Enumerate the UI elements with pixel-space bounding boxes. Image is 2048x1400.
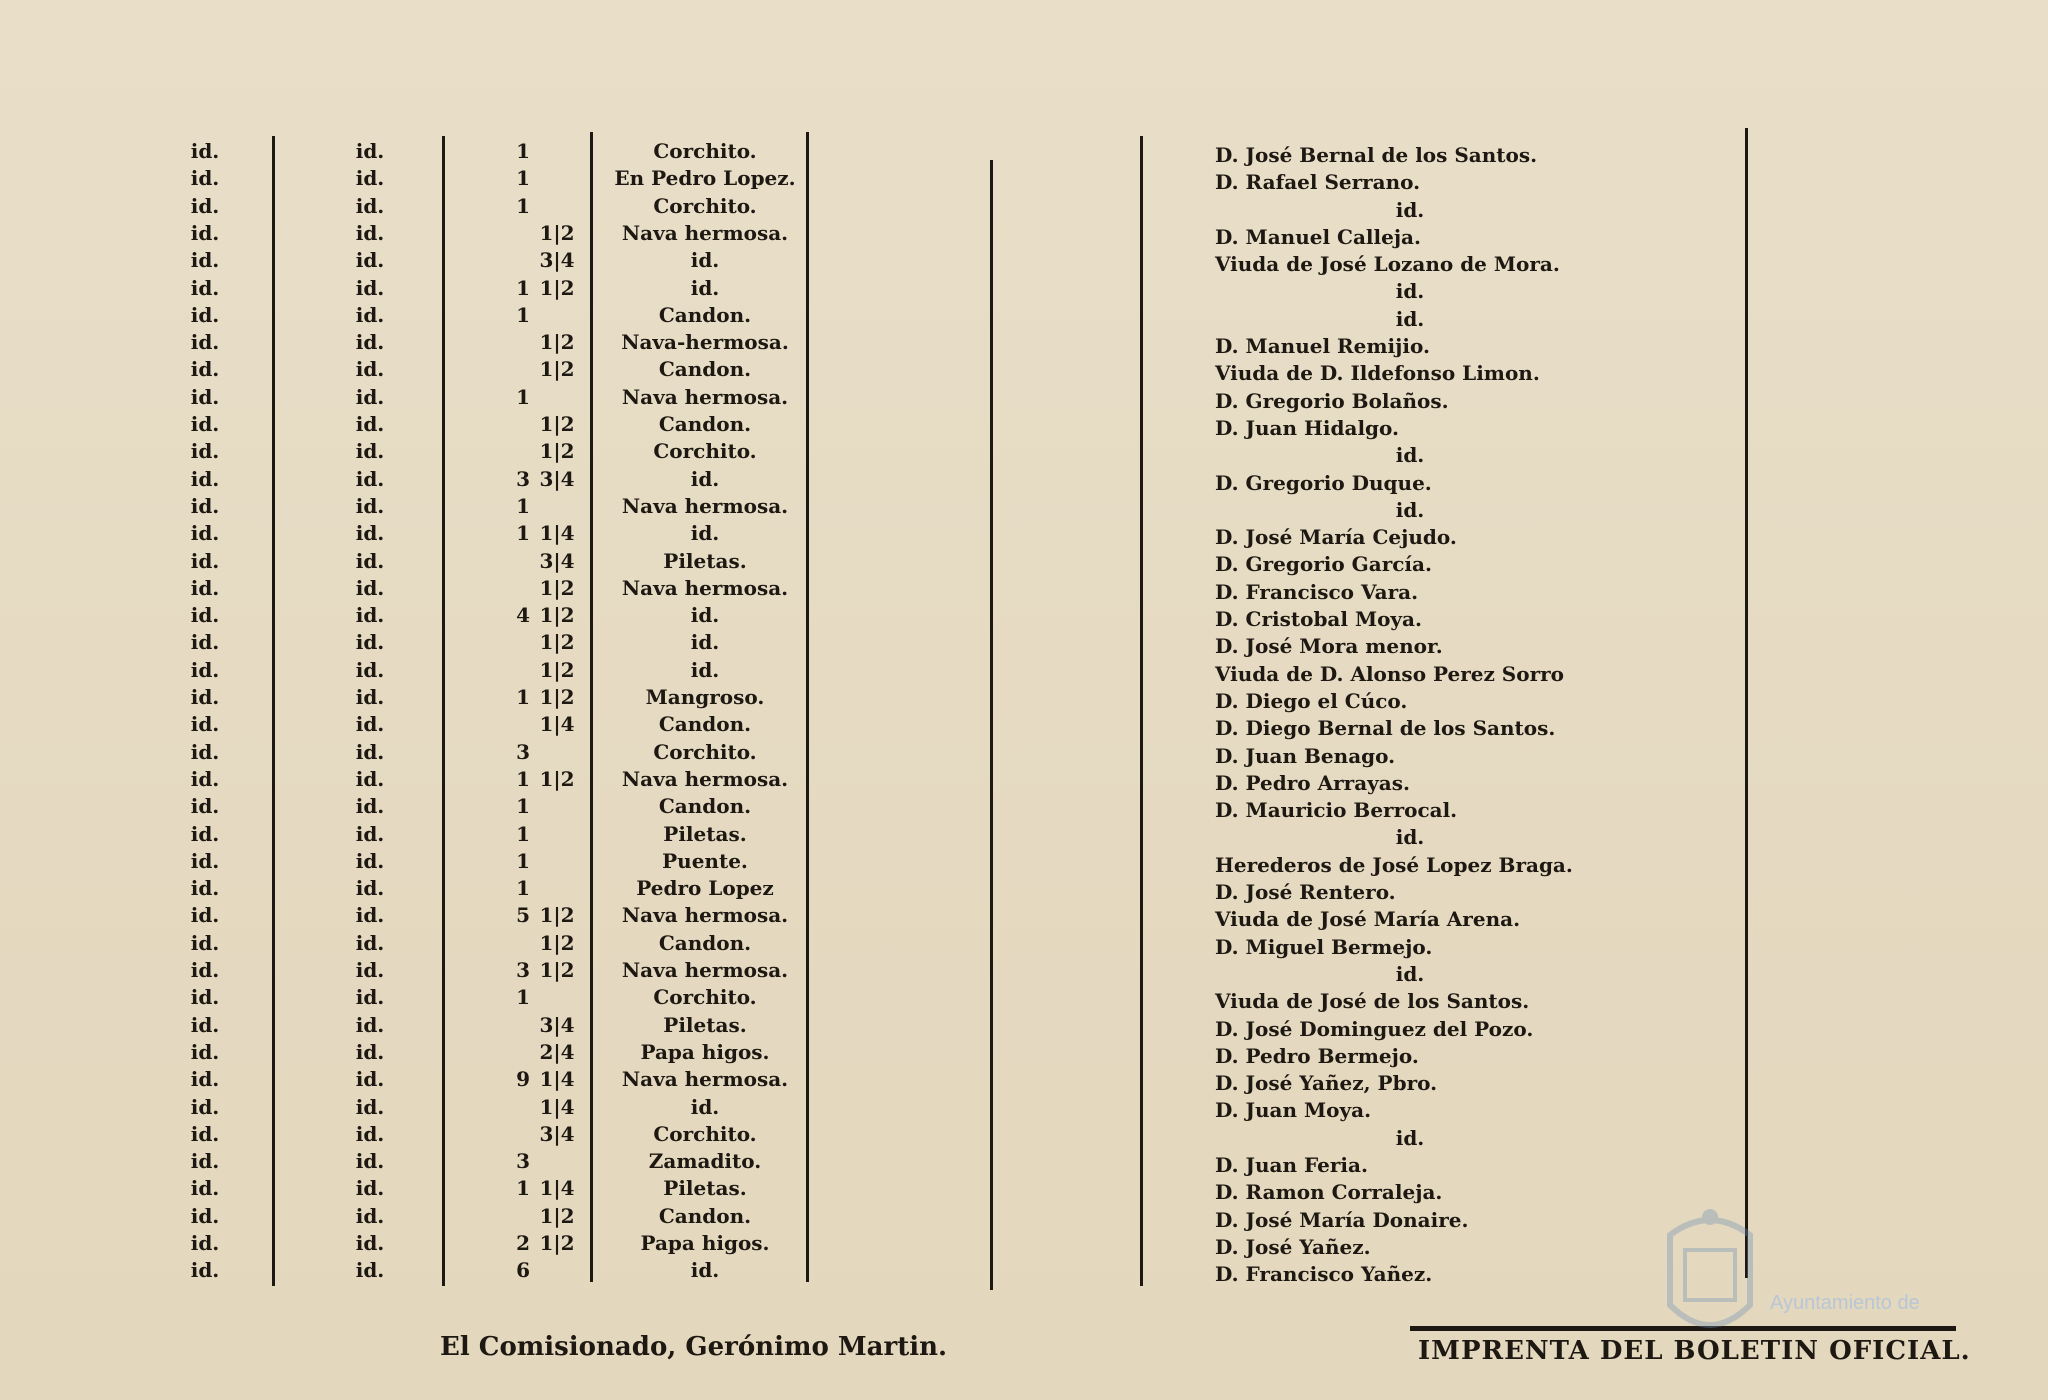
row-place: Corchito. xyxy=(653,985,757,1010)
row-col-a: id. xyxy=(190,1039,220,1064)
row-col-a: id. xyxy=(190,958,220,982)
row-col-b: id. xyxy=(355,1149,385,1174)
row-col-b: id. xyxy=(355,685,385,709)
owner-entry: Viuda de D. Alonso Perez Sorro xyxy=(1215,661,1565,686)
row-fraction: 3|4 xyxy=(539,248,575,273)
row-col-a: id. xyxy=(190,1067,220,1092)
row-fraction: 1|4 xyxy=(539,521,575,546)
row-whole-number: 1 xyxy=(516,821,530,846)
owner-list xyxy=(1215,142,1605,1288)
owner-entry: id. xyxy=(1395,279,1425,304)
row-col-a: id. xyxy=(190,985,220,1010)
row-col-b: id. xyxy=(355,412,385,436)
row-whole-number: 1 xyxy=(516,139,530,163)
row-place: Piletas. xyxy=(663,821,747,846)
row-place: Corchito. xyxy=(653,439,757,464)
row-col-b: id. xyxy=(355,330,385,355)
row-place: id. xyxy=(690,630,720,655)
row-place: Candon. xyxy=(658,712,752,737)
row-col-b: id. xyxy=(355,1121,385,1146)
row-place: id. xyxy=(690,248,720,273)
table-row xyxy=(0,739,2048,766)
row-fraction: 1|2 xyxy=(539,958,575,982)
row-fraction: 2|4 xyxy=(539,1039,575,1064)
row-place: Corchito. xyxy=(653,193,757,218)
row-col-a: id. xyxy=(190,521,220,546)
row-col-a: id. xyxy=(190,439,220,464)
table-row xyxy=(0,302,2048,329)
row-fraction: 1|2 xyxy=(539,1231,575,1255)
signature: El Comisionado, Gerónimo Martin. xyxy=(440,1332,948,1362)
row-col-b: id. xyxy=(355,521,385,546)
row-col-a: id. xyxy=(190,548,220,573)
row-place: Nava hermosa. xyxy=(621,1067,789,1092)
row-place: Candon. xyxy=(658,794,752,819)
table-row xyxy=(0,711,2048,738)
owner-entry: id. xyxy=(1395,197,1425,222)
row-col-a: id. xyxy=(190,575,220,600)
table-row xyxy=(0,1094,2048,1121)
table-row xyxy=(0,466,2048,493)
row-col-a: id. xyxy=(190,166,220,191)
row-col-a: id. xyxy=(190,630,220,655)
row-col-a: id. xyxy=(190,876,220,901)
table-row xyxy=(0,493,2048,520)
row-whole-number: 2 xyxy=(516,1231,530,1255)
row-whole-number: 1 xyxy=(516,384,530,409)
row-whole-number: 1 xyxy=(516,1176,530,1201)
table-row xyxy=(0,957,2048,984)
row-place: Mangroso. xyxy=(645,685,765,709)
owner-entry: D. Mauricio Berrocal. xyxy=(1215,798,1458,823)
owner-entry: D. José Yañez, Pbro. xyxy=(1215,1071,1438,1096)
owner-entry: D. Pedro Bermejo. xyxy=(1215,1043,1419,1068)
row-place: id. xyxy=(690,521,720,546)
row-col-a: id. xyxy=(190,1121,220,1146)
row-place: id. xyxy=(690,1094,720,1119)
row-col-b: id. xyxy=(355,1067,385,1092)
row-col-a: id. xyxy=(190,603,220,628)
table-row xyxy=(0,1148,2048,1175)
table-row xyxy=(0,193,2048,220)
row-fraction: 3|4 xyxy=(539,466,575,491)
row-whole-number: 3 xyxy=(516,739,530,764)
table-row xyxy=(0,520,2048,547)
row-whole-number: 1 xyxy=(516,848,530,873)
row-place: Candon. xyxy=(658,1203,752,1228)
row-place: Piletas. xyxy=(663,1012,747,1037)
table-row xyxy=(0,356,2048,383)
row-col-a: id. xyxy=(190,493,220,518)
owner-entry: id. xyxy=(1395,443,1425,468)
row-col-b: id. xyxy=(355,575,385,600)
row-place: Nava hermosa. xyxy=(621,493,789,518)
row-whole-number: 3 xyxy=(516,958,530,982)
row-col-b: id. xyxy=(355,493,385,518)
row-col-b: id. xyxy=(355,548,385,573)
owner-entry: D. Miguel Bermejo. xyxy=(1215,934,1433,959)
table-row xyxy=(0,1066,2048,1093)
municipal-seal-icon xyxy=(1655,1195,1765,1345)
owner-entry: D. Diego Bernal de los Santos. xyxy=(1215,716,1556,741)
row-fraction: 1|2 xyxy=(539,603,575,628)
row-whole-number: 1 xyxy=(516,766,530,791)
row-place: Zamadito. xyxy=(648,1149,762,1174)
row-fraction: 1|2 xyxy=(539,903,575,928)
row-col-a: id. xyxy=(190,466,220,491)
owner-entry: D. Francisco Vara. xyxy=(1215,579,1419,604)
row-fraction: 1|4 xyxy=(539,1176,575,1201)
row-place: id. xyxy=(690,657,720,682)
row-col-b: id. xyxy=(355,1231,385,1255)
row-col-b: id. xyxy=(355,958,385,982)
row-place: Pedro Lopez xyxy=(636,876,774,901)
row-fraction: 1|4 xyxy=(539,712,575,737)
row-place: id. xyxy=(690,466,720,491)
owner-entry: D. Juan Feria. xyxy=(1215,1152,1368,1177)
row-whole-number: 3 xyxy=(516,1149,530,1174)
row-whole-number: 1 xyxy=(516,521,530,546)
row-col-a: id. xyxy=(190,193,220,218)
row-col-a: id. xyxy=(190,1258,220,1283)
owner-entry: id. xyxy=(1395,825,1425,850)
row-whole-number: 1 xyxy=(516,275,530,300)
owner-entry: D. José Yañez. xyxy=(1215,1234,1371,1259)
owner-entry: id. xyxy=(1395,306,1425,331)
row-col-b: id. xyxy=(355,357,385,382)
row-whole-number: 4 xyxy=(516,603,530,628)
owner-entry: D. Gregorio García. xyxy=(1215,552,1432,577)
row-place: Corchito. xyxy=(653,1121,757,1146)
table-row xyxy=(0,875,2048,902)
row-whole-number: 3 xyxy=(516,466,530,491)
row-place: id. xyxy=(690,603,720,628)
row-col-a: id. xyxy=(190,685,220,709)
row-place: En Pedro Lopez. xyxy=(614,166,796,191)
owner-entry: D. Gregorio Duque. xyxy=(1215,470,1432,495)
row-place: Nava hermosa. xyxy=(621,220,789,245)
owner-entry: D. Diego el Cúco. xyxy=(1215,688,1408,713)
table-row xyxy=(0,247,2048,274)
row-place: Nava hermosa. xyxy=(621,575,789,600)
owner-entry: D. Francisco Yañez. xyxy=(1215,1262,1433,1287)
row-col-b: id. xyxy=(355,166,385,191)
row-whole-number: 1 xyxy=(516,985,530,1010)
row-whole-number: 1 xyxy=(516,166,530,191)
owner-entry: D. José Dominguez del Pozo. xyxy=(1215,1016,1534,1041)
row-col-a: id. xyxy=(190,412,220,436)
row-col-b: id. xyxy=(355,275,385,300)
row-place: Nava-hermosa. xyxy=(621,330,789,355)
row-col-b: id. xyxy=(355,139,385,163)
row-col-b: id. xyxy=(355,1203,385,1228)
row-col-a: id. xyxy=(190,248,220,273)
row-col-a: id. xyxy=(190,930,220,955)
row-whole-number: 1 xyxy=(516,794,530,819)
table-row xyxy=(0,684,2048,711)
row-col-b: id. xyxy=(355,1039,385,1064)
row-col-b: id. xyxy=(355,930,385,955)
owner-entry: Viuda de D. Ildefonso Limon. xyxy=(1215,361,1540,386)
row-place: Nava hermosa. xyxy=(621,384,789,409)
row-col-b: id. xyxy=(355,848,385,873)
row-fraction: 1|2 xyxy=(539,575,575,600)
table-row xyxy=(0,902,2048,929)
table-row xyxy=(0,138,2048,165)
row-fraction: 1|2 xyxy=(539,275,575,300)
row-col-b: id. xyxy=(355,384,385,409)
row-col-a: id. xyxy=(190,657,220,682)
row-fraction: 1|2 xyxy=(539,412,575,436)
row-fraction: 1|2 xyxy=(539,766,575,791)
row-col-b: id. xyxy=(355,766,385,791)
row-col-b: id. xyxy=(355,302,385,327)
table-row xyxy=(0,629,2048,656)
table-row xyxy=(0,438,2048,465)
row-col-a: id. xyxy=(190,903,220,928)
row-col-b: id. xyxy=(355,1176,385,1201)
row-col-b: id. xyxy=(355,466,385,491)
owner-entry: D. Ramon Corraleja. xyxy=(1215,1180,1443,1205)
row-col-b: id. xyxy=(355,821,385,846)
table-row xyxy=(0,793,2048,820)
row-col-b: id. xyxy=(355,1012,385,1037)
table-row xyxy=(0,848,2048,875)
row-fraction: 1|2 xyxy=(539,220,575,245)
row-col-b: id. xyxy=(355,876,385,901)
owner-entry: D. José María Donaire. xyxy=(1215,1207,1469,1232)
row-place: id. xyxy=(690,275,720,300)
row-col-b: id. xyxy=(355,603,385,628)
owner-entry: D. Manuel Remijio. xyxy=(1215,334,1430,359)
owner-entry: D. Juan Moya. xyxy=(1215,1098,1372,1123)
row-col-b: id. xyxy=(355,630,385,655)
row-place: Piletas. xyxy=(663,548,747,573)
row-place: Candon. xyxy=(658,412,752,436)
owner-entry: Herederos de José Lopez Braga. xyxy=(1215,852,1573,877)
row-fraction: 3|4 xyxy=(539,548,575,573)
table-row xyxy=(0,1039,2048,1066)
row-col-a: id. xyxy=(190,330,220,355)
table-row xyxy=(0,602,2048,629)
row-fraction: 1|2 xyxy=(539,357,575,382)
row-fraction: 1|2 xyxy=(539,657,575,682)
row-whole-number: 1 xyxy=(516,302,530,327)
row-fraction: 1|2 xyxy=(539,630,575,655)
row-col-a: id. xyxy=(190,1094,220,1119)
owner-entry: D. Juan Benago. xyxy=(1215,743,1396,768)
table-row xyxy=(0,329,2048,356)
row-place: Corchito. xyxy=(653,739,757,764)
owner-entry: Viuda de José María Arena. xyxy=(1215,907,1521,932)
row-place: Candon. xyxy=(658,357,752,382)
table-row xyxy=(0,657,2048,684)
row-place: Puente. xyxy=(662,848,748,873)
row-col-a: id. xyxy=(190,1149,220,1174)
table-row xyxy=(0,220,2048,247)
owner-entry: D. José Rentero. xyxy=(1215,880,1396,905)
row-col-b: id. xyxy=(355,439,385,464)
table-row xyxy=(0,548,2048,575)
row-col-a: id. xyxy=(190,821,220,846)
row-place: Papa higos. xyxy=(640,1039,770,1064)
owner-entry: D. Cristobal Moya. xyxy=(1215,607,1422,632)
owner-entry: D. Pedro Arrayas. xyxy=(1215,770,1410,795)
row-col-a: id. xyxy=(190,1203,220,1228)
row-col-b: id. xyxy=(355,903,385,928)
row-whole-number: 6 xyxy=(516,1258,530,1283)
row-fraction: 3|4 xyxy=(539,1012,575,1037)
owner-entry: D. Rafael Serrano. xyxy=(1215,170,1421,195)
row-place: Nava hermosa. xyxy=(621,958,789,982)
row-fraction: 1|4 xyxy=(539,1067,575,1092)
table-row xyxy=(0,275,2048,302)
table-row xyxy=(0,821,2048,848)
owner-entry: id. xyxy=(1395,961,1425,986)
row-col-b: id. xyxy=(355,739,385,764)
row-place: Candon. xyxy=(658,930,752,955)
table-row xyxy=(0,766,2048,793)
row-col-a: id. xyxy=(190,739,220,764)
row-place: id. xyxy=(690,1258,720,1283)
owner-entry: id. xyxy=(1395,497,1425,522)
row-col-b: id. xyxy=(355,248,385,273)
watermark-text: Ayuntamiento de xyxy=(1770,1292,1920,1314)
table-row xyxy=(0,575,2048,602)
table-row xyxy=(0,1012,2048,1039)
row-whole-number: 1 xyxy=(516,685,530,709)
row-place: Papa higos. xyxy=(640,1231,770,1255)
owner-entry: id. xyxy=(1395,1125,1425,1150)
row-col-b: id. xyxy=(355,985,385,1010)
owner-entry: D. José María Cejudo. xyxy=(1215,525,1457,550)
row-whole-number: 1 xyxy=(516,493,530,518)
row-col-a: id. xyxy=(190,1012,220,1037)
row-fraction: 1|2 xyxy=(539,685,575,709)
row-col-a: id. xyxy=(190,275,220,300)
table-row xyxy=(0,930,2048,957)
row-whole-number: 1 xyxy=(516,876,530,901)
owner-entry: D. Manuel Calleja. xyxy=(1215,224,1421,249)
row-col-a: id. xyxy=(190,794,220,819)
row-fraction: 1|2 xyxy=(539,1203,575,1228)
row-fraction: 3|4 xyxy=(539,1121,575,1146)
table-row xyxy=(0,1121,2048,1148)
row-place: Nava hermosa. xyxy=(621,903,789,928)
printer-imprint: IMPRENTA DEL BOLETIN OFICIAL. xyxy=(1418,1336,1971,1366)
row-fraction: 1|2 xyxy=(539,439,575,464)
row-col-a: id. xyxy=(190,220,220,245)
table-row xyxy=(0,165,2048,192)
row-col-a: id. xyxy=(190,848,220,873)
row-col-b: id. xyxy=(355,657,385,682)
table-row xyxy=(0,984,2048,1011)
row-whole-number: 1 xyxy=(516,193,530,218)
row-col-b: id. xyxy=(355,193,385,218)
owner-entry: Viuda de José Lozano de Mora. xyxy=(1215,252,1560,277)
row-col-a: id. xyxy=(190,357,220,382)
row-place: Piletas. xyxy=(663,1176,747,1201)
row-place: Corchito. xyxy=(653,139,757,163)
owner-entry: D. Gregorio Bolaños. xyxy=(1215,388,1449,413)
row-col-b: id. xyxy=(355,220,385,245)
row-col-b: id. xyxy=(355,1258,385,1283)
owner-entry: D. Juan Hidalgo. xyxy=(1215,415,1399,440)
row-col-a: id. xyxy=(190,1176,220,1201)
row-col-a: id. xyxy=(190,384,220,409)
row-fraction: 1|2 xyxy=(539,330,575,355)
table-row xyxy=(0,411,2048,438)
row-col-b: id. xyxy=(355,794,385,819)
owner-entry: D. José Mora menor. xyxy=(1215,634,1443,659)
owner-entry: Viuda de José de los Santos. xyxy=(1215,989,1530,1014)
row-col-b: id. xyxy=(355,1094,385,1119)
owner-entry: D. José Bernal de los Santos. xyxy=(1215,143,1538,167)
row-place: Candon. xyxy=(658,302,752,327)
row-fraction: 1|4 xyxy=(539,1094,575,1119)
row-whole-number: 9 xyxy=(516,1067,530,1092)
row-col-a: id. xyxy=(190,712,220,737)
table-row xyxy=(0,384,2048,411)
row-fraction: 1|2 xyxy=(539,930,575,955)
row-whole-number: 5 xyxy=(516,903,530,928)
row-col-a: id. xyxy=(190,302,220,327)
row-col-b: id. xyxy=(355,712,385,737)
row-col-a: id. xyxy=(190,766,220,791)
row-col-a: id. xyxy=(190,139,220,163)
row-col-a: id. xyxy=(190,1231,220,1255)
row-place: Nava hermosa. xyxy=(621,766,789,791)
